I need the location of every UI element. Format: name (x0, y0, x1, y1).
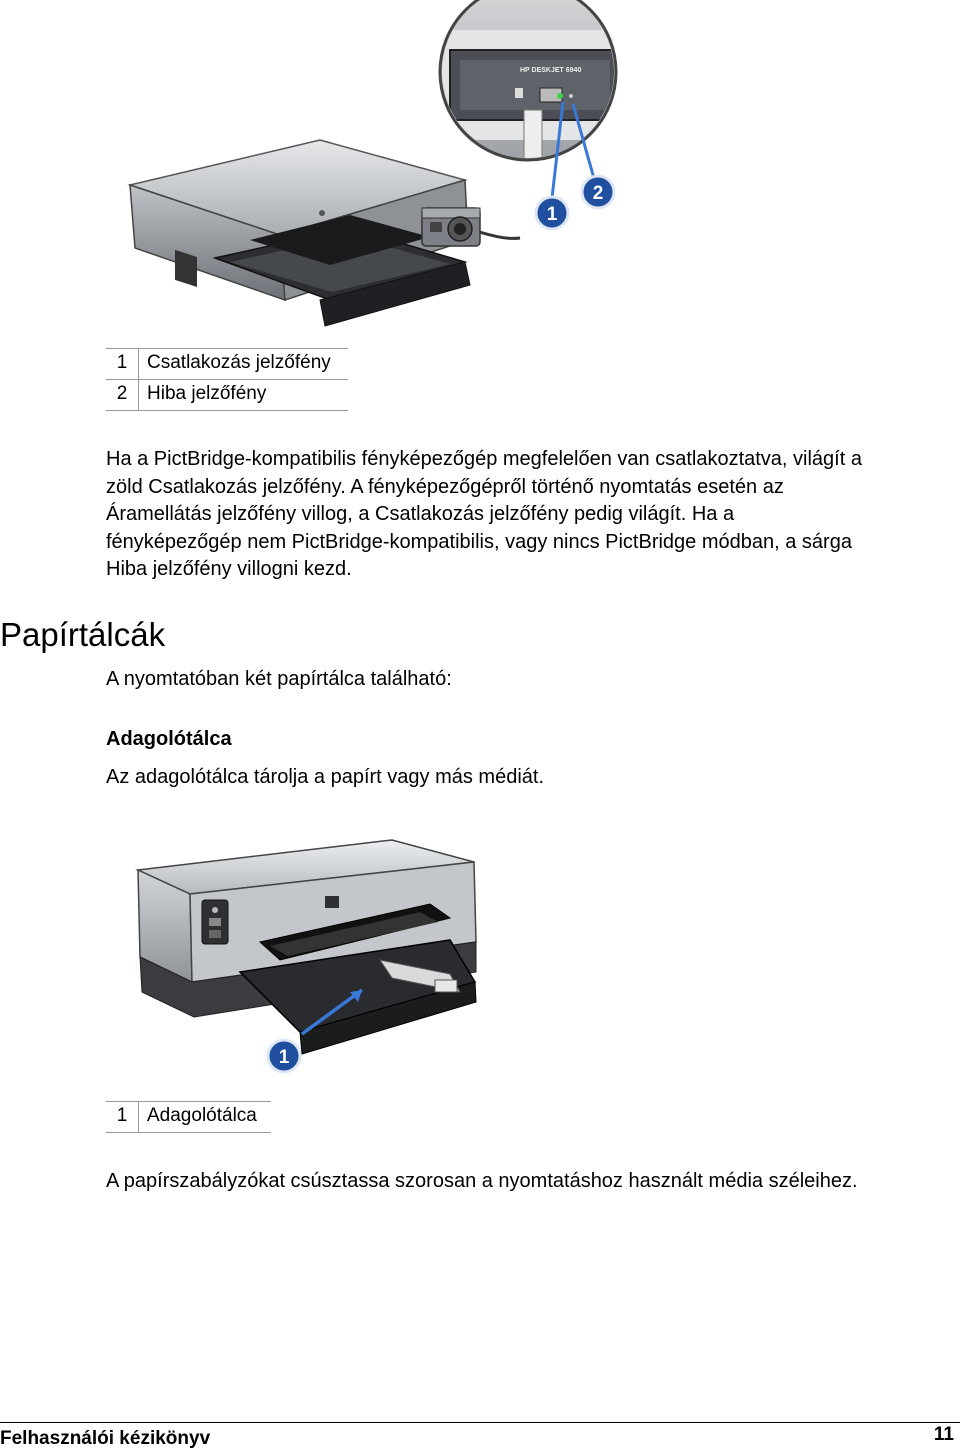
text-line: fényképezőgép nem PictBridge-kompatibilis, vagy nincs PictBridge módban, a sárga (106, 530, 852, 553)
svg-text:1: 1 (546, 204, 558, 225)
legend-table-2 (106, 1101, 271, 1133)
text-line: Áramellátás jelzőfény villog, a Csatlakozás jelzőfény pedig világít. Ha a (106, 503, 735, 525)
callout-1 (268, 1040, 300, 1072)
legend-label: Csatlakozás jelzőfény (139, 349, 349, 380)
legend-row (106, 380, 348, 411)
legend-row (106, 349, 348, 380)
zoom-inset (440, 0, 630, 180)
printer-camera-illustration (120, 0, 630, 330)
text-line: Ha a PictBridge-kompatibilis fényképezőgép megfelelően van csatlakoztatva, világít a (106, 448, 862, 470)
printer-body (138, 840, 476, 1054)
camera (422, 208, 520, 246)
legend-number: 2 (106, 380, 139, 411)
legend-label: Hiba jelzőfény (139, 380, 349, 411)
intro-text: A nyomtatóban két papírtálca található: (106, 668, 452, 690)
legend-row (106, 1102, 271, 1133)
callout-1 (536, 197, 568, 229)
footer-rule (0, 1422, 960, 1423)
legend-number: 1 (106, 1102, 139, 1133)
text-line: Hiba jelzőfény villogni kezd. (106, 558, 352, 580)
footer-title: Felhasználói kézikönyv (0, 1428, 211, 1449)
svg-text:2: 2 (592, 183, 604, 204)
status-light-paragraph (106, 446, 956, 584)
printer-body (130, 140, 470, 326)
svg-text:1: 1 (278, 1047, 290, 1068)
section-title: Papírtálcák (0, 616, 166, 653)
legend-table-1 (106, 348, 348, 411)
legend-number: 1 (106, 349, 139, 380)
callout-2 (582, 176, 614, 208)
subsection-text: Az adagolótálca tárolja a papírt vagy más médiát. (106, 766, 545, 788)
printer-input-tray-illustration (130, 832, 490, 1082)
page-number: 11 (933, 1424, 954, 1445)
printer-panel-label: HP DESKJET 6940 (520, 67, 582, 74)
text-line: zöld Csatlakozás jelzőfény. A fényképezőgépről történő nyomtatás esetén az (106, 475, 784, 498)
legend-label: Adagolótálca (139, 1102, 272, 1133)
paper-guide-paragraph: A papírszabályzókat csúsztassa szorosan a nyomtatáshoz használt média széleihez. (106, 1170, 858, 1192)
subsection-title: Adagolótálca (106, 728, 232, 750)
